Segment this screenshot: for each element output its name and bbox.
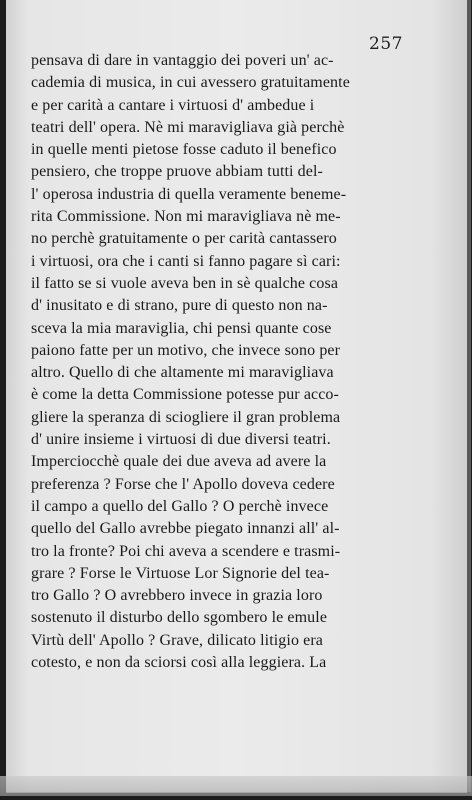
text-line: cademia di musica, in cui avessero gratuitamente: [31, 74, 350, 92]
text-line: è come la detta Commissione potesse pur acco-: [31, 386, 339, 404]
text-line: pensava di dare in vantaggio dei poveri un' ac-: [31, 52, 334, 69]
text-line: tro Gallo ? O avrebbero invece in grazia loro: [31, 587, 323, 605]
text-line: teatri dell' opera. Nè mi maravigliava già perchè: [31, 118, 345, 136]
page-bottom-edge: [0, 776, 472, 796]
paper-sheet: [6, 0, 467, 793]
text-line: pensiero, che troppe pruove abbiam tutti del-: [31, 163, 323, 181]
body-text: [31, 50, 401, 674]
text-line: rita Commissione. Non mi maravigliava nè me-: [31, 208, 341, 226]
text-line: quello del Gallo avrebbe piegato innanzi all' al-: [31, 520, 340, 538]
text-line: gliere la speranza di sciogliere il gran problema: [31, 408, 341, 426]
text-line: Imperciocchè quale dei due aveva ad avere la: [31, 453, 327, 471]
page-right-edge: [467, 0, 471, 792]
text-line: l' operosa industria di quella veramente beneme-: [31, 185, 347, 203]
text-line: preferenza ? Forse che l' Apollo doveva cedere: [31, 475, 335, 493]
text-line: Virtù dell' Apollo ? Grave, dilicato litigio era: [31, 631, 323, 649]
text-line: in quelle menti pietose fosse caduto il benefico: [31, 141, 337, 159]
page-number: 257: [369, 34, 403, 54]
text-line: d' inusitato e di strano, pure di questo non na-: [31, 297, 328, 315]
text-line: paiono fatte per un motivo, che invece sono per: [31, 341, 341, 359]
text-line: no perchè gratuitamente o per carità cantassero: [31, 230, 337, 248]
text-line: il campo a quello del Gallo ? O perchè invece: [31, 497, 329, 515]
text-line: altro. Quello di che altamente mi maravigliava: [31, 364, 334, 382]
text-line: grare ? Forse le Virtuose Lor Signorie del tea-: [31, 564, 330, 582]
text-line: tro la fronte? Poi chi aveva a scendere e trasmi-: [31, 542, 341, 560]
text-line: d' unire insieme i virtuosi di due diversi teatri.: [31, 431, 331, 449]
text-line: sceva la mia maraviglia, chi pensi quante cose: [31, 319, 332, 337]
text-line: i virtuosi, ora che i canti si fanno pagare sì cari:: [31, 252, 341, 270]
text-line: e per carità a cantare i virtuosi d' ambedue i: [31, 96, 315, 114]
text-line: cotesto, e non da sciorsi così alla leggiera. La: [31, 654, 327, 672]
text-line: il fatto se si vuole aveva ben in sè qualche cosa: [31, 274, 339, 292]
text-line: sostenuto il disturbo dello sgombero le emule: [31, 609, 328, 627]
